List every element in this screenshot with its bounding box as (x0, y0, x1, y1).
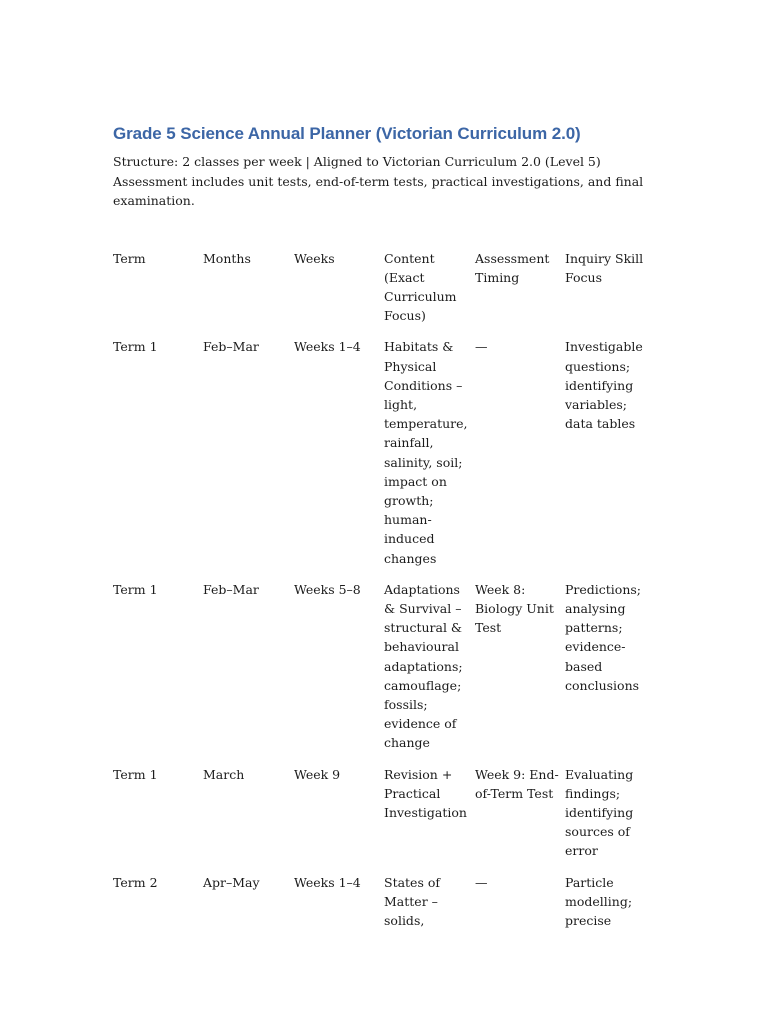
cell-weeks: Weeks 1–4 (294, 874, 361, 890)
cell-assessment: — (475, 874, 488, 890)
cell-weeks: Weeks 1–4 (294, 339, 361, 355)
cell-inquiry: Evaluating findings; identifying sources of error (565, 766, 634, 859)
header-assessment: Assessment Timing (475, 250, 550, 285)
cell-content: Revision + Practical Investigation (384, 766, 467, 820)
table-row (113, 580, 658, 765)
cell-months: Feb–Mar (203, 581, 259, 597)
cell-weeks: Weeks 5–8 (294, 581, 361, 597)
document-intro: Structure: 2 classes per week | Aligned to Victorian Curriculum 2.0 (Level 5) Assessment includes unit tests, end-of-term tests, practical investigations, and final examination. (113, 154, 644, 208)
cell-inquiry: Investigable questions; identifying variables; data tables (565, 339, 643, 432)
table-row (113, 765, 658, 873)
cell-months: Apr–May (203, 874, 260, 890)
cell-weeks: Week 9 (294, 766, 341, 782)
cell-months: Feb–Mar (203, 339, 259, 355)
table-header-row (113, 249, 658, 338)
header-inquiry: Inquiry Skill Focus (565, 250, 644, 285)
header-content: Content (Exact Curriculum Focus) (384, 250, 457, 324)
cell-term: Term 1 (113, 339, 158, 355)
cell-content: Habitats & Physical Conditions – light, temperature, rainfall, salinity, soil; impact on growth; human-induced changes (384, 339, 468, 566)
cell-inquiry: Predictions; analysing patterns; evidence-based conclusions (565, 581, 642, 693)
cell-inquiry: Particle modelling; precise (565, 874, 633, 928)
cell-assessment: — (475, 339, 488, 355)
cell-term: Term 1 (113, 581, 158, 597)
cell-content: Adaptations & Survival – structural & behavioural adaptations; camouflage; fossils; evidence of change (384, 581, 463, 751)
planner-table (113, 249, 658, 943)
document-title: Grade 5 Science Annual Planner (Victorian Curriculum 2.0) (113, 124, 581, 143)
cell-term: Term 1 (113, 766, 158, 782)
header-term: Term (113, 250, 146, 266)
table-row (113, 873, 658, 943)
cell-content: States of Matter – solids, (384, 874, 440, 928)
cell-assessment: Week 9: End-of-Term Test (475, 766, 559, 801)
cell-assessment: Week 8: Biology Unit Test (475, 581, 554, 636)
cell-term: Term 2 (113, 874, 158, 890)
header-months: Months (203, 250, 251, 266)
table-row (113, 337, 658, 579)
header-weeks: Weeks (294, 250, 335, 266)
cell-months: March (203, 766, 245, 782)
document-page (113, 122, 658, 942)
